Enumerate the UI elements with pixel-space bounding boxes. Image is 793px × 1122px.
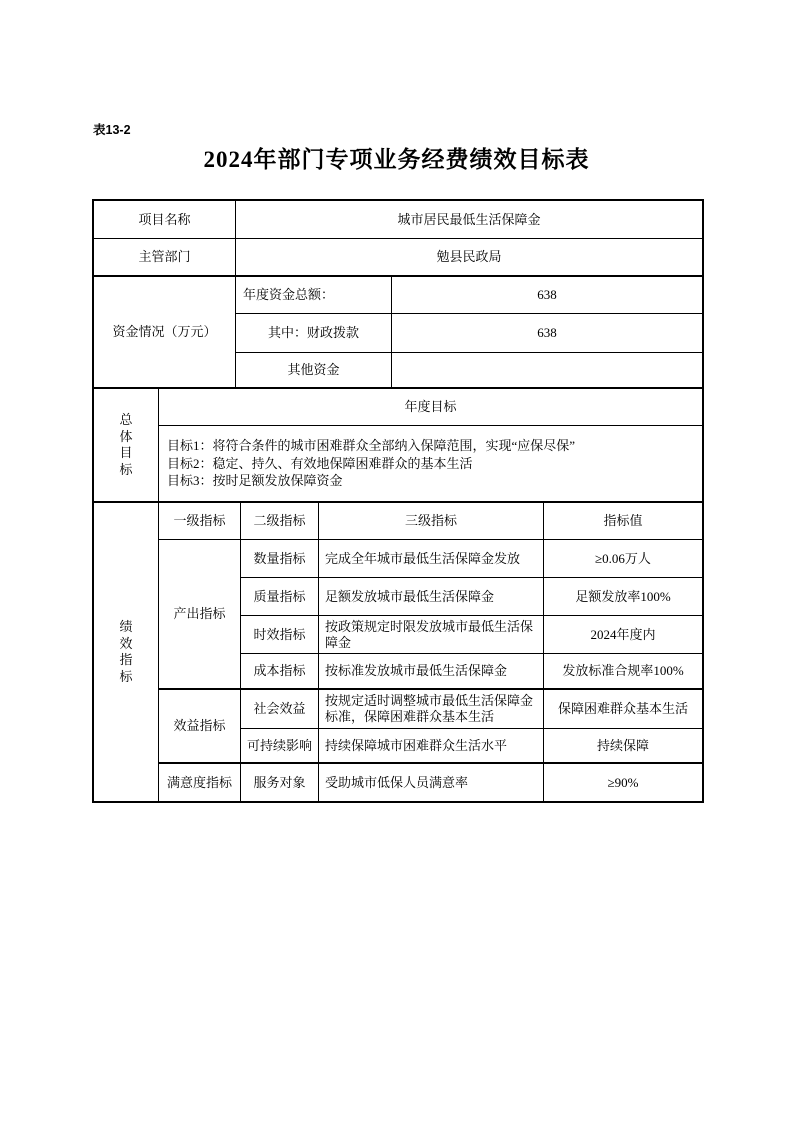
indicator-quality-level2: 质量指标	[241, 578, 319, 616]
overall-goal-label-text: 总体目标	[119, 412, 133, 477]
indicator-cost-level3: 按标准发放城市最低生活保障金	[319, 654, 544, 690]
doc-tag: 表13-2	[93, 123, 131, 137]
funds-fiscal-value: 638	[392, 314, 702, 353]
indicator-timeliness-level2: 时效指标	[241, 616, 319, 654]
group-output-label: 产出指标	[159, 540, 241, 690]
funds-total-label: 年度资金总额：	[236, 277, 392, 314]
indicator-service-level2: 服务对象	[241, 764, 319, 801]
indicator-social-level3: 按规定适时调整城市最低生活保障金标准，保障困难群众基本生活	[319, 690, 544, 729]
funds-other-value	[392, 353, 702, 389]
indicator-timeliness-value: 2024年度内	[544, 616, 702, 654]
indicator-cost-level2: 成本指标	[241, 654, 319, 690]
header-level1: 一级指标	[159, 503, 241, 540]
overall-goal-label	[94, 389, 159, 503]
annual-goal-content	[159, 426, 702, 503]
funds-label: 资金情况（万元）	[94, 277, 236, 389]
indicator-social-value: 保障困难群众基本生活	[544, 690, 702, 729]
project-name-label: 项目名称	[94, 201, 236, 239]
group-benefit-label: 效益指标	[159, 690, 241, 764]
department-value: 勉县民政局	[236, 239, 702, 277]
funds-other-label: 其他资金	[236, 353, 392, 389]
indicators-label-text: 绩效指标	[119, 619, 133, 684]
indicator-quality-value: 足额发放率100%	[544, 578, 702, 616]
header-value: 指标值	[544, 503, 702, 540]
indicator-timeliness-level3: 按政策规定时限发放城市最低生活保障金	[319, 616, 544, 654]
funds-total-value: 638	[392, 277, 702, 314]
performance-target-table	[92, 199, 704, 803]
indicator-sustain-level3: 持续保障城市困难群众生活水平	[319, 729, 544, 764]
goal-line-1: 目标1：将符合条件的城市困难群众全部纳入保障范围，实现“应保尽保”	[167, 438, 576, 454]
indicator-service-level3: 受助城市低保人员满意率	[319, 764, 544, 801]
page-title: 2024年部门专项业务经费绩效目标表	[203, 147, 590, 172]
indicators-label	[94, 503, 159, 801]
project-name-value: 城市居民最低生活保障金	[236, 201, 702, 239]
indicator-sustain-value: 持续保障	[544, 729, 702, 764]
funds-fiscal-label: 其中：财政拨款	[236, 314, 392, 353]
indicator-sustain-level2: 可持续影响	[241, 729, 319, 764]
group-satisfaction-label: 满意度指标	[159, 764, 241, 801]
header-level2: 二级指标	[241, 503, 319, 540]
indicator-quality-level3: 足额发放城市最低生活保障金	[319, 578, 544, 616]
department-label: 主管部门	[94, 239, 236, 277]
indicator-social-level2: 社会效益	[241, 690, 319, 729]
indicator-quantity-value: ≥0.06万人	[544, 540, 702, 578]
indicator-quantity-level2: 数量指标	[241, 540, 319, 578]
annual-goal-header: 年度目标	[159, 389, 702, 426]
goal-line-3: 目标3：按时足额发放保障资金	[167, 473, 343, 489]
header-level3: 三级指标	[319, 503, 544, 540]
indicator-cost-value: 发放标准合规率100%	[544, 654, 702, 690]
goal-line-2: 目标2：稳定、持久、有效地保障困难群众的基本生活	[167, 455, 473, 471]
indicator-service-value: ≥90%	[607, 774, 639, 790]
indicator-quantity-level3: 完成全年城市最低生活保障金发放	[319, 540, 544, 578]
